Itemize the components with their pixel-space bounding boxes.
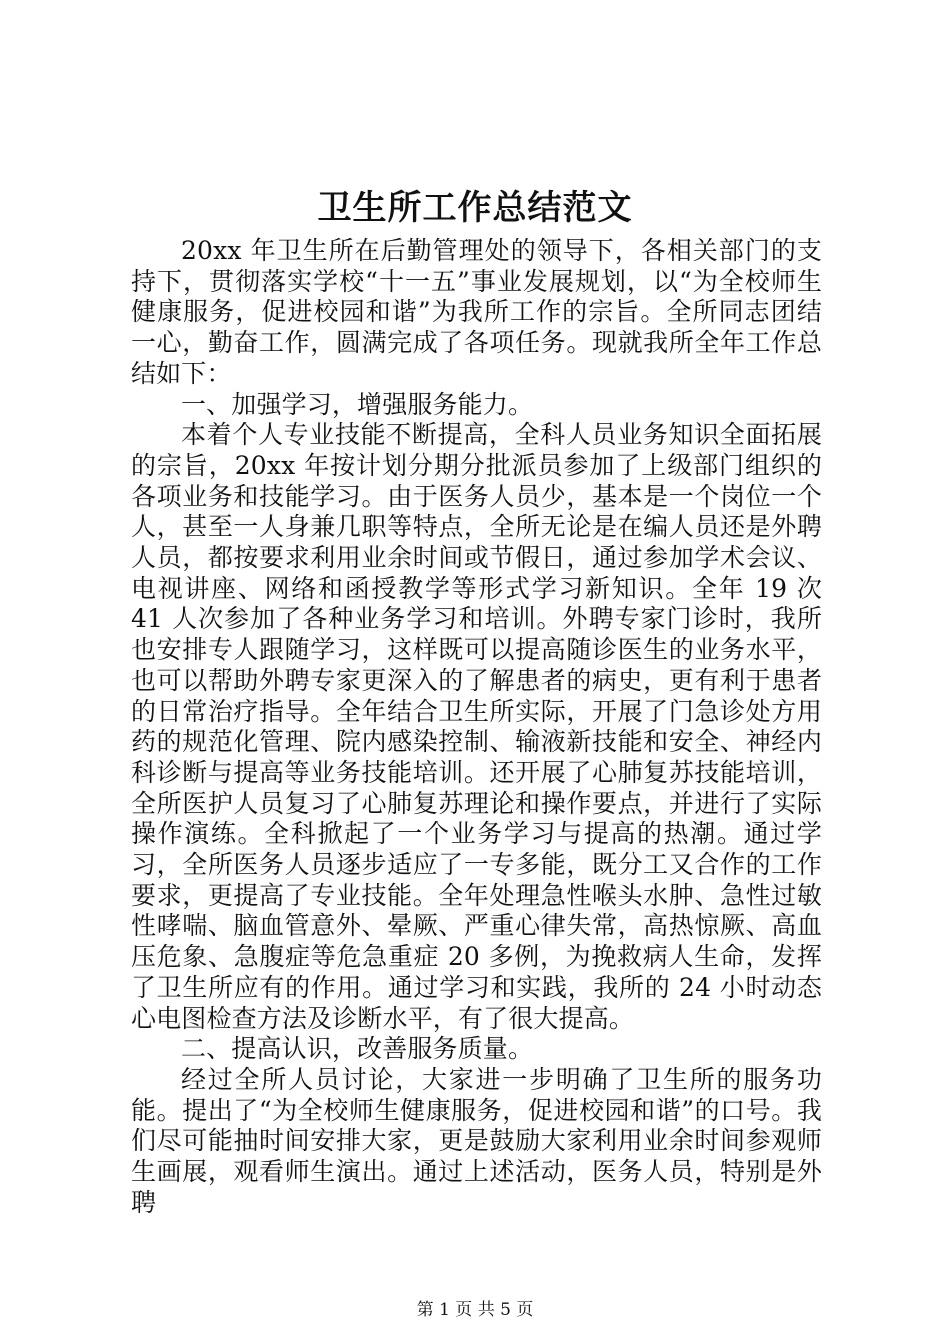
- document-body: [131, 236, 822, 1219]
- page-number-footer: 第 1 页 共 5 页: [416, 1300, 534, 1320]
- document-title: 卫生所工作总结范文: [317, 188, 633, 228]
- paragraph-section-2: 经过全所人员讨论，大家进一步明确了卫生所的服务功能。提出了“为全校师生健康服务，促进校园和谐”的口号。我们尽可能抽时间安排大家，更是鼓励大家利用业余时间参观师生画展，观看师生演出。通过上述活动，医务人员，特别是外聘: [131, 1064, 822, 1217]
- section-heading-1: 一、加强学习，增强服务能力。: [181, 389, 534, 419]
- section-heading-2: 二、提高认识，改善服务质量。: [181, 1034, 534, 1064]
- paragraph-intro: 20xx 年卫生所在后勤管理处的领导下，各相关部门的支持下，贯彻落实学校“十一五”事业发展规划，以“为全校师生健康服务，促进校园和谐”为我所工作的宗旨。全所同志团结一心，勤奋工作，圆满完成了各项任务。现就我所全年工作总结如下：: [131, 236, 822, 388]
- paragraph-section-1: 本着个人专业技能不断提高，全科人员业务知识全面拓展的宗旨，20xx 年按计划分期分批派员参加了上级部门组织的各项业务和技能学习。由于医务人员少，基本是一个岗位一个人，甚至一人身兼几职等特点，全所无论是在编人员还是外聘人员，都按要求利用业余时间或节假日，通过参加学术会议、电视讲座、网络和函授教学等形式学习新知识。全年 19 次 41 人次参加了各种业务学习和培训。外聘专家门诊时，我所也安排专人跟随学习，这样既可以提高随诊医生的业务水平，也可以帮助外聘专家更深入的了解患者的病史，更有利于患者的日常治疗指导。全年结合卫生所实际，开展了门急诊处方用药的规范化管理、院内感染控制、输液新技能和安全、神经内科诊断与提高等业务技能培训。还开展了心肺复苏技能培训，全所医护人员复习了心肺复苏理论和操作要点，并进行了实际操作演练。全科掀起了一个业务学习与提高的热潮。通过学习，全所医务人员逐步适应了一专多能，既分工又合作的工作要求，更提高了专业技能。全年处理急性喉头水肿、急性过敏性哮喘、脑血管意外、晕厥、严重心律失常，高热惊厥、高血压危象、急腹症等危急重症 20 多例，为挽救病人生命，发挥了卫生所应有的作用。通过学习和实践，我所的 24 小时动态心电图检查方法及诊断水平，有了很大提高。: [131, 420, 822, 1033]
